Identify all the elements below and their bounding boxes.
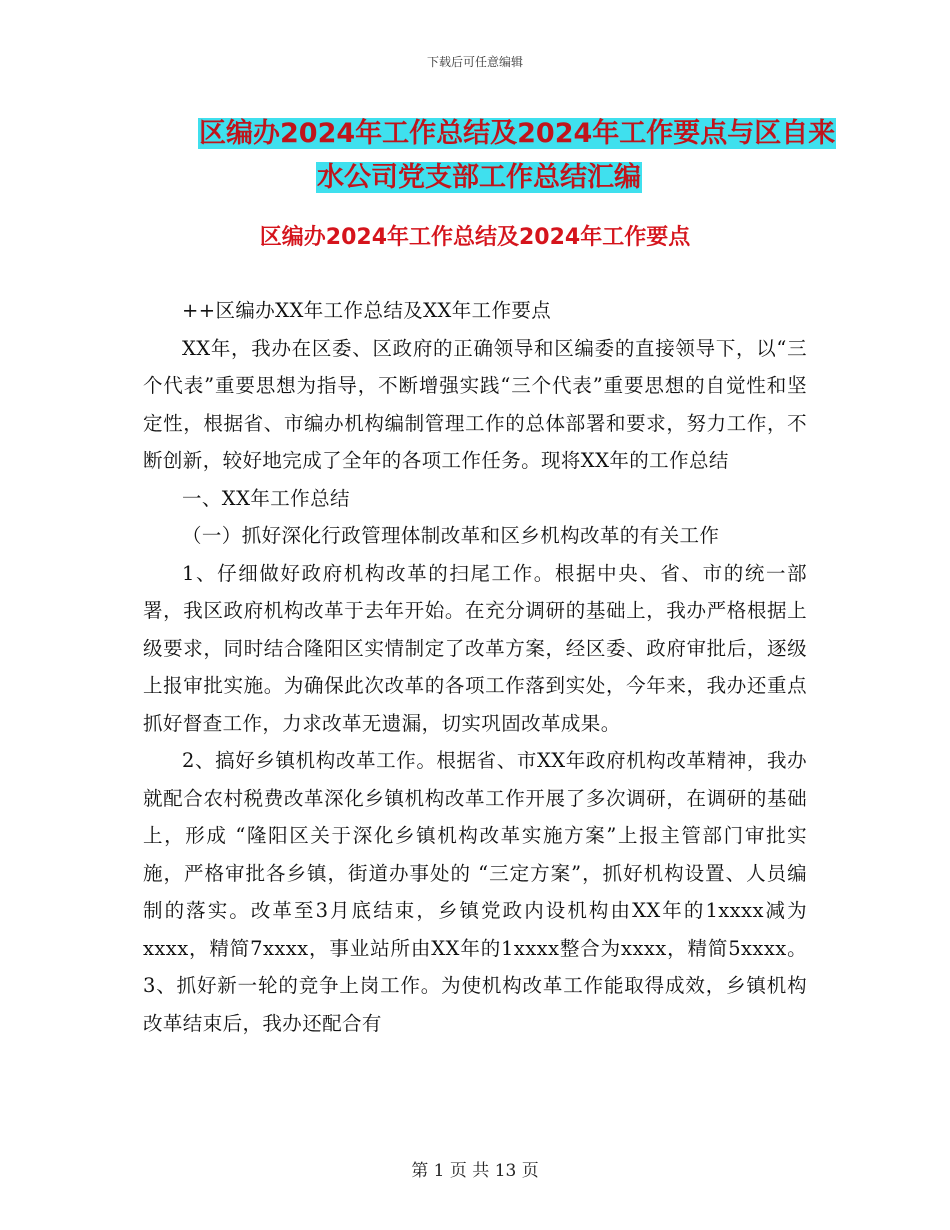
section-title: 区编办2024年工作总结及2024年工作要点 (259, 225, 691, 250)
main-title-line-1 (140, 112, 860, 156)
header-note: 下载后可任意编辑 (426, 55, 523, 69)
body-paragraph-item-1: 1、仔细做好政府机构改革的扫尾工作。根据中央、省、市的统一部署，我区政府机构改革于去年开始。在充分调研的基础上，我办严格根据上级要求，同时结合隆阳区实情制定了改革方案，经区委、政府审批后，逐级上报审批实施。为确保此次改革的各项工作落到实处，今年来，我办还重点抓好督查工作，力求改革无遗漏，切实巩固改革成果。 (143, 561, 807, 735)
body-paragraph-intro: XX年，我办在区委、区政府的正确领导和区编委的直接领导下，以“三个代表”重要思想为指导，不断增强实践“三个代表”重要思想的自觉性和坚定性，根据省、市编办机构编制管理工作的总体部署和要求，努力工作，不断创新，较好地完成了全年的各项工作任务。现将XX年的工作总结 (143, 336, 807, 472)
main-title-line-2 (140, 156, 860, 200)
body-paragraph-subsection-1: （一）抓好深化行政管理体制改革和区乡机构改革的有关工作 (182, 524, 720, 547)
body-paragraph-item-2: 2、搞好乡镇机构改革工作。根据省、市XX年政府机构改革精神，我办就配合农村税费改革深化乡镇机构改革工作开展了多次调研，在调研的基础上，形成 “隆阳区关于深化乡镇机构改革实施方案”上报主管部门审批实施，严格审批各乡镇，街道办事处的 “三定方案”，抓好机构设置、人员编制的落实。改革至3月底结束，乡镇党政内设机构由XX年的1xxxx减为xxxx，精简7xxxx，事业站所由XX年的1xxxx整合为xxxx，精简5xxxx。 3、抓好新一轮的竞争上岗工作。为使机构改革工作能取得成效，乡镇机构改革结束后，我办还配合有 (143, 749, 807, 1035)
document-body (143, 292, 807, 1042)
body-paragraph-section-1: 一、XX年工作总结 (182, 486, 350, 510)
document-main-title (140, 112, 860, 200)
main-title-line-2-text: 水公司党支部工作总结汇编 (317, 162, 641, 193)
body-paragraph-heading: ++区编办XX年工作总结及XX年工作要点 (182, 299, 552, 322)
main-title-line-1-text: 区编办2024年工作总结及2024年工作要点与区自来 (199, 118, 836, 149)
page-footer: 第 1 页 共 13 页 (411, 1161, 539, 1181)
